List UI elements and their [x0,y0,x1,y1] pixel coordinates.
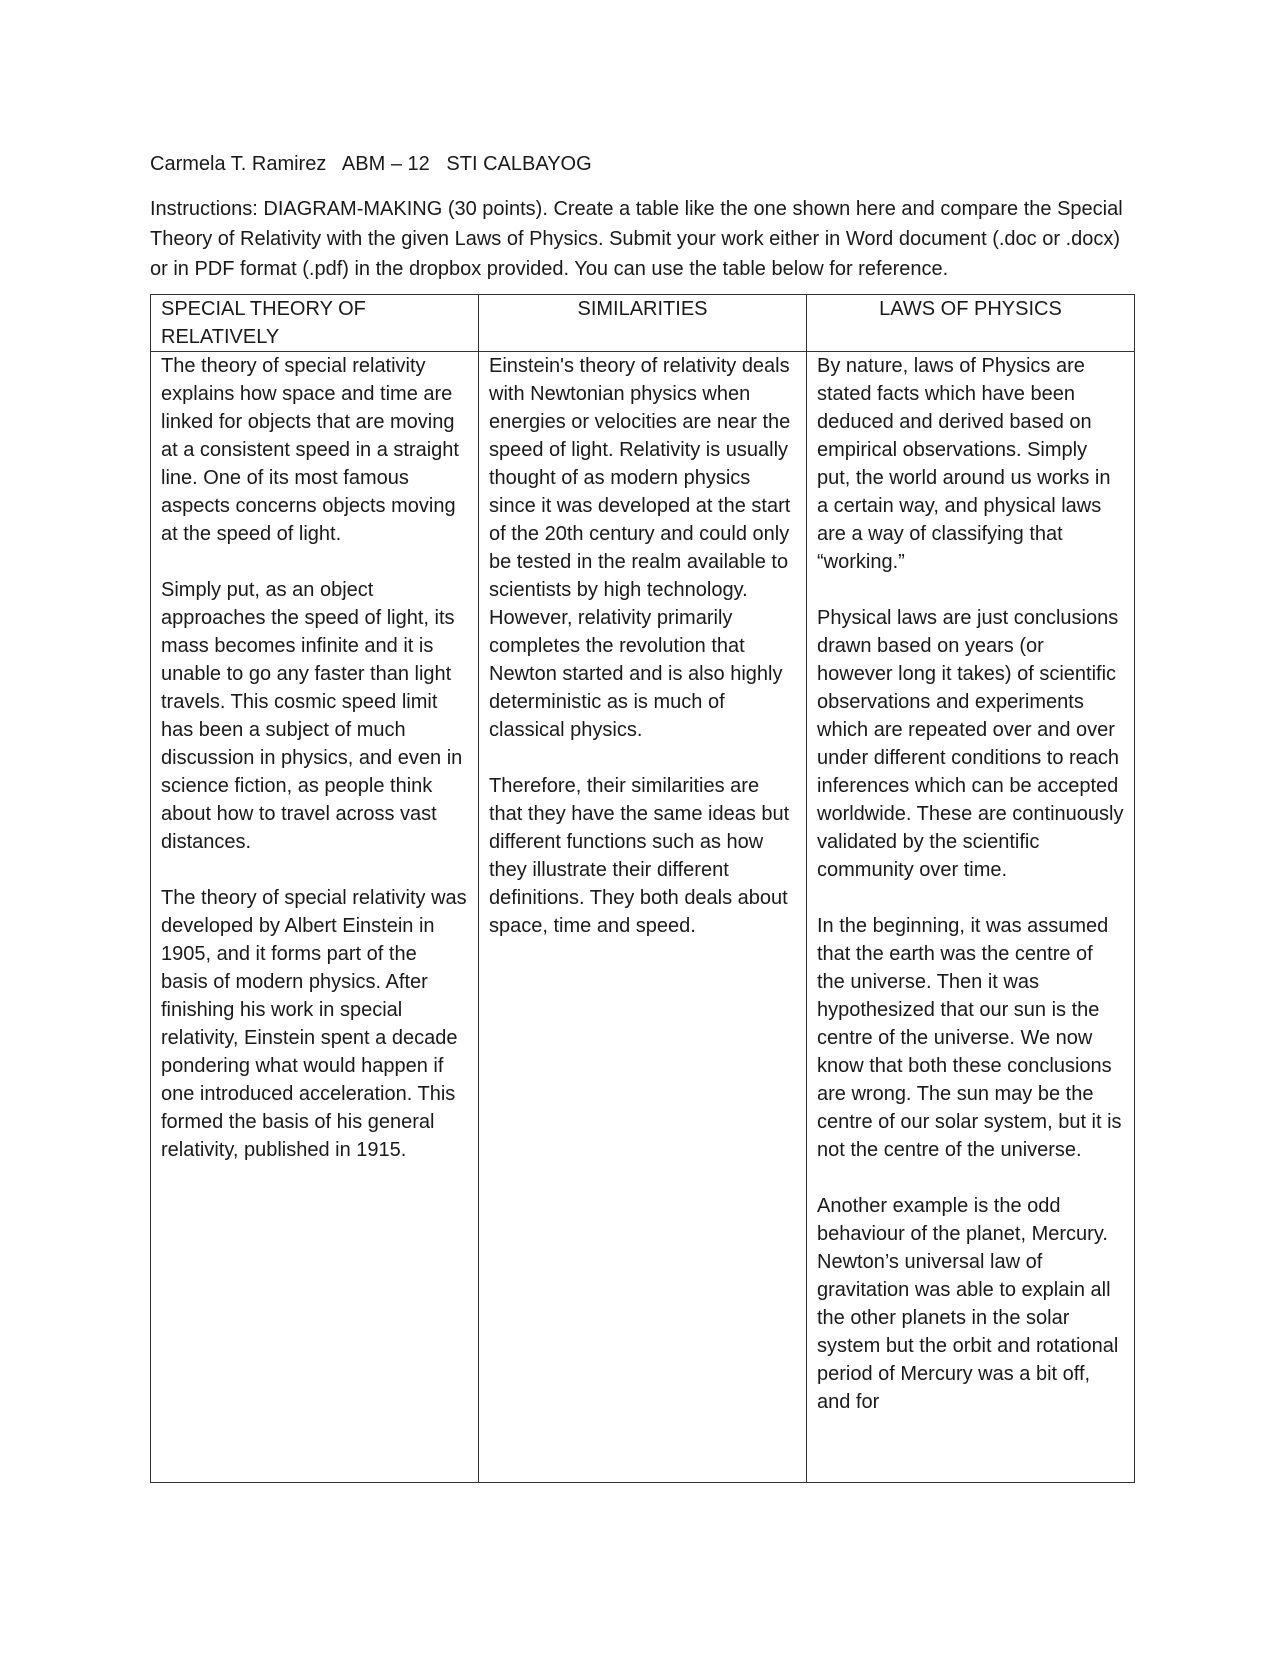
laws-paragraph: In the beginning, it was assumed that the earth was the centre of the universe. Then it was hypothesized that our sun is the centre of the universe. We now know that both these conclusions are wrong. The sun may be the centre of our solar system, but it is not the centre of the universe. [817,915,1122,1161]
student-name: Carmela T. Ramirez [150,153,327,175]
school-label: STI CALBAYOG [446,153,592,175]
cell-laws-of-physics [807,352,1135,1483]
section-label: ABM – 12 [341,153,430,175]
laws-paragraph: Physical laws are just conclusions drawn based on years (or however long it takes) of scientific observations and experiments which are repeated over and over under different conditions to reach inferences which can be accepted worldwide. These are continuously validated by the scientific community over time. [817,607,1124,881]
special-theory-paragraph: The theory of special relativity was developed by Albert Einstein in 1905, and it forms part of the basis of modern physics. After finishing his work in special relativity, Einstein spent a decade pondering what would happen if one introduced acceleration. This formed the basis of his general relativity, published in 1915. [161,887,467,1161]
comparison-table [150,294,1135,1483]
student-header [150,150,1134,178]
special-theory-paragraph: The theory of special relativity explains how space and time are linked for objects that are moving at a consistent speed in a straight line. One of its most famous aspects concerns objects moving at the speed of light. [161,355,459,545]
header-special-theory: SPECIAL THEORY OF RELATIVELY [151,295,479,352]
similarities-paragraph: Therefore, their similarities are that they have the same ideas but different functions such as how they illustrate their different definitions. They both deals about space, time and speed. [489,775,790,937]
similarities-paragraph: Einstein's theory of relativity deals with Newtonian physics when energies or velocities are near the speed of light. Relativity is usually thought of as modern physics since it was developed at the start of the 20th century and could only be tested in the realm available to scientists by high technology. However, relativity primarily completes the revolution that Newton started and is also highly deterministic as is much of classical physics. [489,355,791,741]
document-page [150,150,1134,1483]
special-theory-paragraph: Simply put, as an object approaches the speed of light, its mass becomes infinite and it is unable to go any faster than light travels. This cosmic speed limit has been a subject of much discussion in physics, and even in science fiction, as people think about how to travel across vast distances. [161,579,463,853]
header-similarities: SIMILARITIES [479,295,807,352]
cell-special-theory [151,352,479,1483]
cell-similarities [479,352,807,1483]
laws-paragraph: Another example is the odd behaviour of the planet, Mercury. Newton’s universal law of gravitation was able to explain all the other planets in the solar system but the orbit and rotational period of Mercury was a bit off, and for [817,1195,1119,1413]
laws-paragraph: By nature, laws of Physics are stated facts which have been deduced and derived based on empirical observations. Simply put, the world around us works in a certain way, and physical laws are a way of classifying that “working.” [817,355,1111,573]
table-body-row [151,352,1135,1483]
table-header-row [151,295,1135,352]
header-laws-of-physics: LAWS OF PHYSICS [807,295,1135,352]
instructions-text: Instructions: DIAGRAM-MAKING (30 points). Create a table like the one shown here and compare the Special Theory of Relativity with the given Laws of Physics. Submit your work either in Word document (.doc or .docx) or in PDF format (.pdf) in the dropbox provided. You can use the table below for reference. [150,198,1123,280]
